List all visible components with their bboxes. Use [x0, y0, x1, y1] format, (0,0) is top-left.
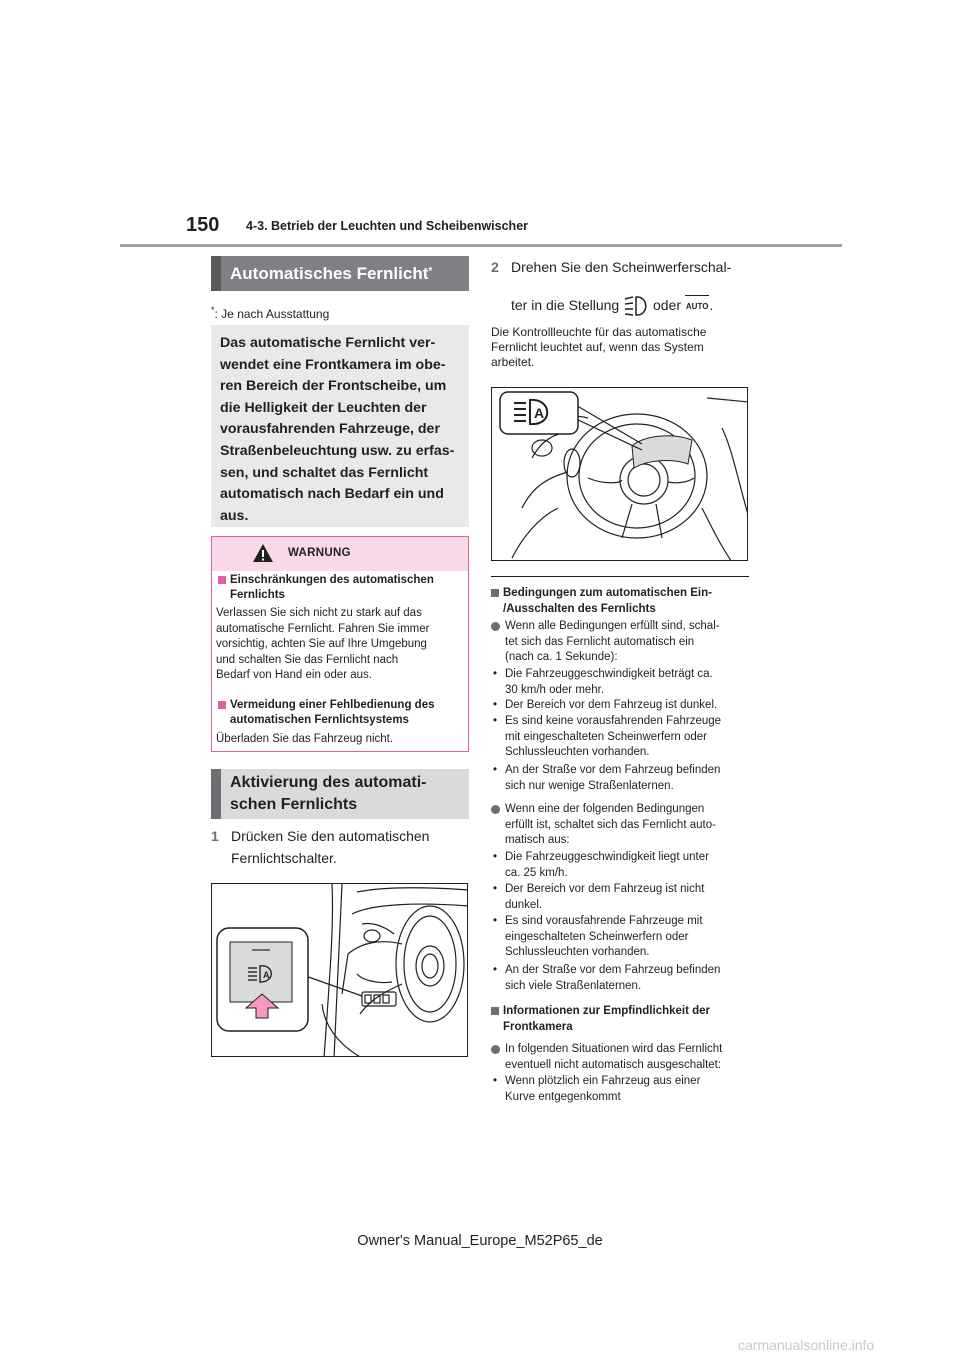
bullet-item: • Die Fahrzeuggeschwindigkeit liegt unter ca. 25 km/h. — [493, 850, 749, 881]
warning-body-line: und schalten Sie das Fernlicht nach — [216, 653, 399, 666]
text-line: An der Straße vor dem Fahrzeug befinden — [505, 764, 721, 776]
headlight-icon — [623, 295, 649, 317]
warning-label: WARNUNG — [288, 547, 351, 559]
text-line: In folgenden Situationen wird das Fernlicht — [505, 1043, 723, 1055]
warning-header — [212, 537, 468, 571]
bullet-item: • Wenn plötzlich ein Fahrzeug aus einer Kurve entgegenkommt — [493, 1074, 749, 1105]
warning-triangle-icon — [252, 543, 274, 563]
warning-body — [216, 606, 429, 684]
subheading-camera-sensitivity — [491, 1004, 749, 1035]
text-line: ca. 25 km/h. — [505, 866, 568, 879]
square-bullet-icon — [491, 1007, 499, 1015]
text-line: (nach ca. 1 Sekunde): — [505, 651, 618, 663]
text-line: An der Straße vor dem Fahrzeug befinden — [505, 964, 721, 976]
section-divider — [491, 576, 749, 577]
step-1 — [211, 825, 469, 869]
intro-line: ren Bereich der Frontscheibe, um — [220, 378, 447, 395]
step-text: ter in die Stellung — [511, 297, 620, 313]
step-number: 1 — [211, 828, 219, 844]
bullet-item: • Es sind keine vorausfahrenden Fahrzeuge mit eingeschalteten Scheinwerfern oder Schlussleuchten vorhanden. — [493, 714, 749, 761]
step-text: Drehen Sie den Scheinwerferschal- — [511, 259, 732, 275]
page-number: 150 — [186, 214, 220, 236]
footnote — [211, 305, 329, 321]
bullet-item: • Der Bereich vor dem Fahrzeug ist dunkel. — [493, 698, 749, 714]
text-line: 30 km/h oder mehr. — [505, 683, 605, 696]
text-line: Die Fahrzeuggeschwindigkeit liegt unter — [505, 851, 709, 863]
section-title: 4-3. Betrieb der Leuchten und Scheibenwischer — [246, 219, 529, 233]
text-line: Es sind vorausfahrende Fahrzeuge mit — [505, 915, 703, 927]
svg-text:A: A — [263, 970, 270, 980]
dashboard-illustration — [212, 884, 468, 1057]
text-line: Der Bereich vor dem Fahrzeug ist dunkel. — [505, 699, 718, 711]
text-line: Es sind keine vorausfahrenden Fahrzeuge — [505, 715, 722, 727]
watermark: carmanualsonline.info — [738, 1337, 875, 1353]
text-line: sich nur wenige Straßenlaternen. — [505, 779, 674, 792]
text-line: dunkel. — [505, 898, 543, 911]
warning-body-line: vorsichtig, achten Sie auf Ihre Umgebung — [216, 638, 427, 650]
square-bullet-icon — [218, 701, 226, 709]
warning-subheading-line: automatischen Fernlichtsystems — [230, 714, 409, 726]
circle-bullet-icon — [491, 805, 500, 814]
bullet-item: • Der Bereich vor dem Fahrzeug ist nicht dunkel. — [493, 882, 749, 913]
step-text: Drücken Sie den automatischen — [231, 828, 430, 844]
intro-box — [211, 325, 469, 527]
text-line: Wenn alle Bedingungen erfüllt sind, schal- — [505, 620, 720, 632]
warning-subheading — [218, 573, 434, 603]
intro-line: wendet eine Frontkamera im obe- — [220, 356, 446, 373]
text-line: Die Fahrzeuggeschwindigkeit beträgt ca. — [505, 668, 713, 680]
bullet-item: • An der Straße vor dem Fahrzeug befinden sich viele Straßenlaternen. — [493, 963, 749, 994]
footnote-mark: * — [211, 305, 215, 315]
warning-subheading-line: Fernlichts — [230, 589, 285, 601]
text-line: Wenn plötzlich ein Fahrzeug aus einer — [505, 1075, 701, 1087]
indicator-text — [491, 325, 747, 370]
warning-body-line: Verlassen Sie sich nicht zu stark auf das — [216, 607, 422, 619]
step-2 — [491, 256, 751, 278]
heading-automatisches-fernlicht — [211, 256, 469, 291]
text-line: Schlussleuchten vorhanden. — [505, 746, 650, 758]
paragraph-camera-info — [491, 1042, 749, 1073]
intro-line: aus. — [220, 507, 249, 524]
text-line: sich viele Straßenlaternen. — [505, 979, 642, 992]
bullet-item: • Die Fahrzeuggeschwindigkeit beträgt ca. 30 km/h oder mehr. — [493, 667, 749, 698]
step-2-cont — [511, 294, 761, 318]
footnote-text: : Je nach Ausstattung — [214, 307, 330, 321]
dashboard-illustration — [492, 388, 748, 561]
warning-body-line: automatische Fernlicht. Fahren Sie immer — [216, 622, 430, 635]
text-line: mit eingeschalteten Scheinwerfern oder — [505, 730, 708, 743]
step-text: oder — [652, 297, 681, 313]
intro-line: die Helligkeit der Leuchten der — [220, 399, 427, 416]
intro-line: Das automatische Fernlicht ver- — [220, 335, 436, 351]
text-line: arbeitet. — [491, 355, 535, 369]
text-line: tet sich das Fernlicht automatisch ein — [505, 635, 695, 648]
square-bullet-icon — [218, 576, 226, 584]
step-text: Fernlichtschalter. — [231, 850, 337, 866]
warning-body-line: Überladen Sie das Fahrzeug nicht. — [216, 733, 394, 745]
circle-bullet-icon — [491, 622, 500, 631]
text-line: matisch aus: — [505, 834, 570, 846]
warning-box — [211, 536, 469, 752]
step-number: 2 — [491, 259, 499, 275]
auto-icon: AUTO — [685, 295, 710, 318]
text-line: eingeschalteten Scheinwerfern oder — [505, 930, 689, 943]
header-rule — [120, 244, 842, 247]
text-line: Der Bereich vor dem Fahrzeug ist nicht — [505, 883, 705, 895]
text-line: Fernlicht leuchtet auf, wenn das System — [491, 340, 704, 354]
text-line: Die Kontrollleuchte für das automatische — [491, 325, 707, 339]
subheading-conditions — [491, 586, 749, 617]
intro-line: vorausfahrenden Fahrzeuge, der — [220, 421, 440, 438]
figure-indicator-light — [491, 387, 748, 561]
warning-body-line: Bedarf von Hand ein oder aus. — [216, 669, 372, 681]
bullet-item: • An der Straße vor dem Fahrzeug befinden sich nur wenige Straßenlaternen. — [493, 763, 749, 794]
intro-line: sen, und schaltet das Fernlicht — [220, 464, 429, 481]
text-line: erfüllt ist, schaltet sich das Fernlicht auto- — [505, 818, 716, 831]
text-line: eventuell nicht automatisch ausgeschaltet: — [505, 1058, 722, 1071]
heading-footnote-mark: * — [428, 266, 433, 277]
subheading-line: /Ausschalten des Fernlichts — [503, 602, 656, 615]
warning-subheading-line: Einschränkungen des automatischen — [230, 574, 434, 586]
text-line: Wenn eine der folgenden Bedingungen — [505, 803, 705, 815]
figure-auto-high-beam-switch — [211, 883, 468, 1057]
text-line: Schlussleuchten vorhanden. — [505, 946, 650, 958]
warning-subheading-line: Vermeidung einer Fehlbedienung des — [230, 699, 435, 711]
heading-aktivierung — [211, 769, 469, 819]
text-line: Kurve entgegenkommt — [505, 1090, 621, 1103]
heading-line: schen Fernlichts — [230, 796, 358, 813]
intro-line: automatisch nach Bedarf ein und — [220, 486, 444, 503]
warning-subheading — [218, 698, 434, 728]
subheading-line: Frontkamera — [503, 1020, 573, 1033]
subheading-line: Bedingungen zum automatischen Ein- — [503, 587, 712, 599]
intro-line: Straßenbeleuchtung usw. zu erfas- — [220, 442, 455, 459]
circle-bullet-icon — [491, 1045, 500, 1054]
bullet-item: • Es sind vorausfahrende Fahrzeuge mit eingeschalteten Scheinwerfern oder Schlussleuchten vorhanden. — [493, 914, 749, 961]
square-bullet-icon — [491, 589, 499, 597]
paragraph-conditions-on — [491, 619, 749, 666]
svg-text:A: A — [534, 405, 545, 421]
paragraph-conditions-off — [491, 802, 749, 849]
step-text: . — [709, 297, 714, 313]
footer: Owner's Manual_Europe_M52P65_de — [357, 1233, 603, 1249]
heading-line: Aktivierung des automati- — [230, 774, 427, 791]
subheading-line: Informationen zur Empfindlichkeit der — [503, 1005, 711, 1017]
heading-text: Automatisches Fernlicht — [230, 264, 429, 283]
